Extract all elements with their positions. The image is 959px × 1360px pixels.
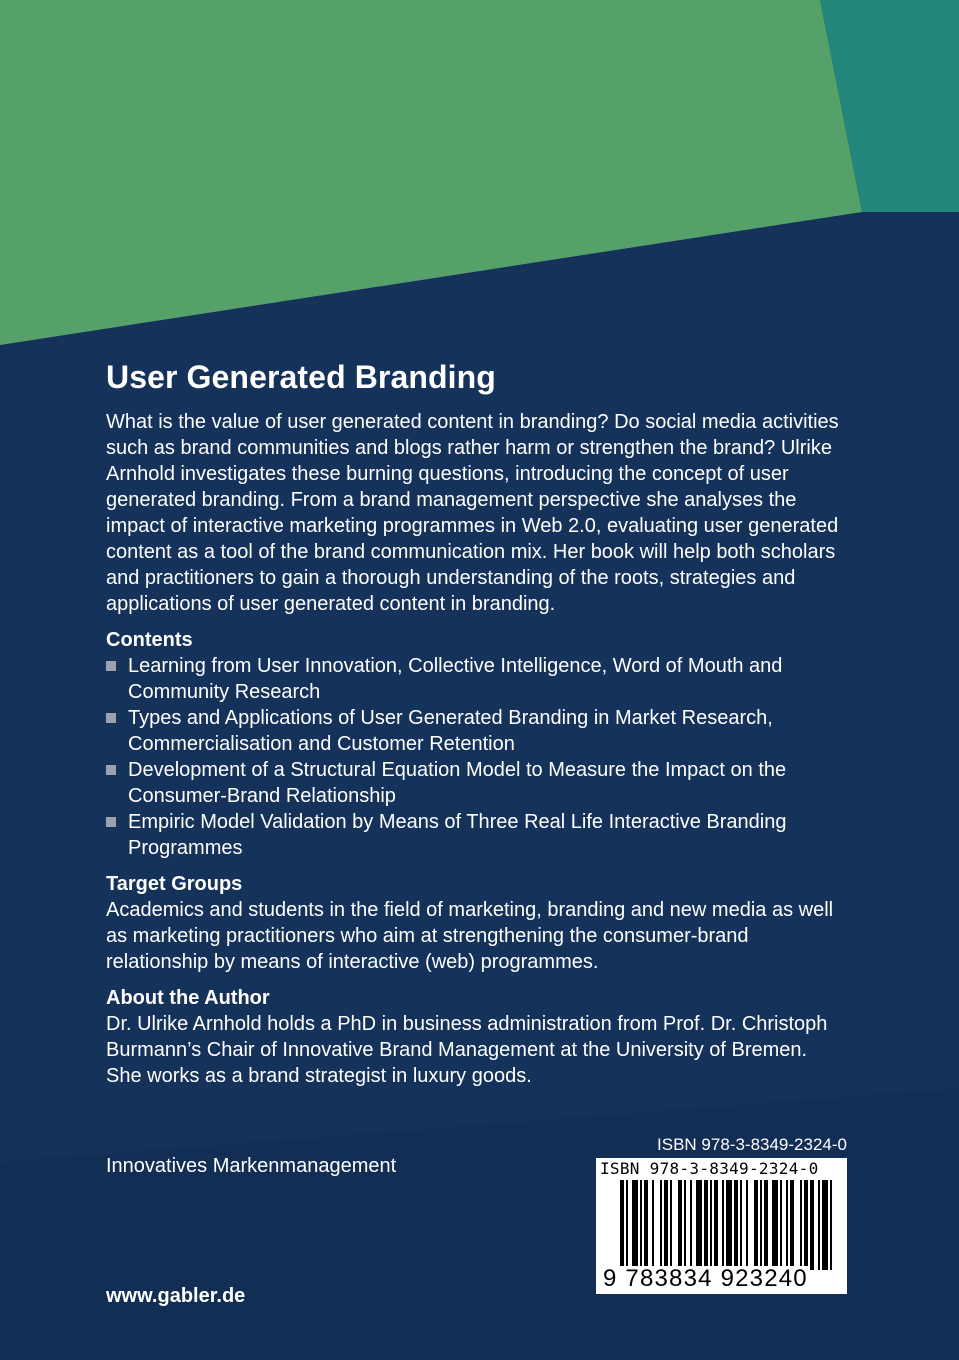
barcode-bar [740,1180,742,1270]
barcode-bar [644,1180,648,1270]
barcode-bar [786,1180,788,1270]
about-author-text: Dr. Ulrike Arnhold holds a PhD in business administration from Prof. Dr. Christoph Burmann’s Chair of Innovative Brand Management at the University of Bremen. She works as a brand strategist in luxury goods. [106,1013,828,1087]
list-item: Learning from User Innovation, Collective Intelligence, Word of Mouth and Community Research [106,653,846,705]
barcode-bar [746,1180,748,1270]
barcode-bar [754,1180,758,1270]
barcode-bar [690,1180,692,1270]
barcode-bar [726,1180,732,1270]
barcode-bar [626,1180,628,1270]
barcode-bar [632,1180,638,1270]
barcode-bar [780,1180,782,1270]
barcode-bar [810,1180,814,1270]
barcode-bar [640,1180,642,1270]
barcode-bar [822,1180,828,1270]
barcode-bar [830,1180,832,1270]
barcode-bar [804,1180,808,1270]
barcode-bar [764,1180,768,1270]
barcode-bar [800,1180,802,1270]
intro-paragraph: What is the value of user generated content in branding? Do social media activities such as brand communities and blogs rather harm or strengthen the brand? Ulrike Arnhold investigates these burning questions, introducing the concept of user generated branding. From a brand management perspective she analyses the impact of interactive marketing programmes in Web 2.0, evaluating user generated content as a tool of the brand communication mix. Her book will help both scholars and practitioners to gain a thorough understanding of the roots, strategies and applications of user generated content in branding. [106,411,839,615]
barcode-bar [734,1180,738,1270]
barcode-bar [696,1180,702,1270]
target-groups-text: Academics and students in the field of marketing, branding and new media as well as marketing practitioners who aim at strengthening the consumer-brand relationship by means of interactive (web) programmes. [106,899,834,973]
barcode-bar [660,1180,662,1270]
list-item: Types and Applications of User Generated Branding in Market Research, Commercialisation and Customer Retention [106,705,846,757]
barcode-bar [790,1180,794,1270]
barcode-bar [652,1180,654,1270]
contents-heading: Contents [106,629,193,651]
target-groups-heading: Target Groups [106,873,243,895]
square-bullet-icon [106,713,116,723]
barcode-bar [818,1180,820,1270]
barcode-bar [714,1180,718,1270]
list-item: Development of a Structural Equation Model to Measure the Impact on the Consumer-Brand Relationship [106,757,846,809]
main-content [106,355,846,1089]
barcode-bar [760,1180,762,1270]
book-title: User Generated Branding [106,359,496,395]
barcode-bar [704,1180,708,1270]
square-bullet-icon [106,765,116,775]
barcode-bar [684,1180,686,1270]
barcode-digits: 9 783834 923240 [603,1265,808,1292]
barcode-bar [620,1180,624,1270]
square-bullet-icon [106,817,116,827]
barcode-bar [722,1180,724,1270]
isbn-label: ISBN 978-3-8349-2324-0 [657,1135,847,1154]
publisher-website: www.gabler.de [106,1285,246,1307]
barcode [596,1158,847,1294]
series-name: Innovatives Markenmanagement [106,1155,397,1177]
barcode-bar [664,1180,668,1270]
square-bullet-icon [106,661,116,671]
barcode-bar [670,1180,672,1270]
list-item: Empiric Model Validation by Means of Three Real Life Interactive Branding Programmes [106,809,846,861]
barcode-bar [678,1180,682,1270]
barcode-bar [772,1180,778,1270]
barcode-bar [710,1180,712,1270]
about-author-heading: About the Author [106,987,270,1009]
barcode-isbn-text: ISBN 978-3-8349-2324-0 [600,1159,819,1178]
contents-list [106,653,846,861]
